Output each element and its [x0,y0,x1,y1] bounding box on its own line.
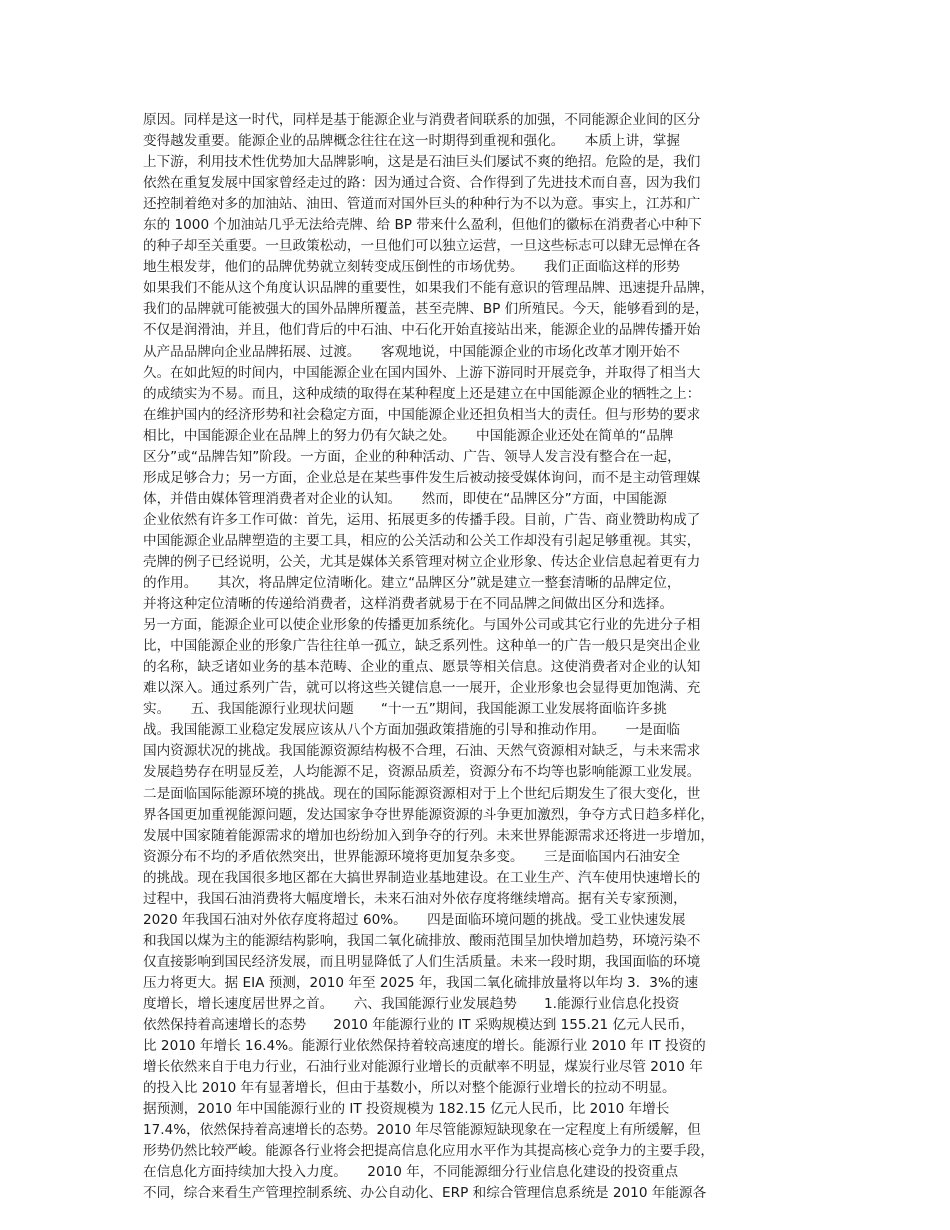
text-line: 变得越发重要。能源企业的品牌概念往往在这一时期得到重视和强化。 本质上讲，掌握 [143,133,680,150]
text-line: 体，并借由媒体管理消费者对企业的认知。 然而，即使在“品牌区分”方面，中国能源 [143,490,667,507]
text-line: 上下游，利用技术性优势加大品牌影响，这是是石油巨头们屡试不爽的绝招。危险的是，我们 [143,154,701,171]
body-text [143,110,813,1204]
text-line: 形势仍然比较严峻。能源各行业将会把提高信息化应用水平作为其提高核心竞争力的主要手段， [143,1143,714,1160]
text-line: 的挑战。现在我国很多地区都在大搞世界制造业基地建设。在工业生产、汽车使用快速增长的 [143,869,701,886]
text-line: 的种子却至关重要。一旦政策松动，一旦他们可以独立运营，一旦这些标志可以肆无忌惮在各 [143,238,701,255]
text-line: 如果我们不能从这个角度认识品牌的重要性，如果我们不能有意识的管理品牌、迅速提升品牌， [143,280,714,297]
text-line: 久。在如此短的时间内，中国能源企业在国内国外、上游下游同时开展竞争，并取得了相当大 [143,364,701,381]
text-line: 国内资源状况的挑战。我国能源资源结构极不合理，石油、天然气资源相对缺乏，与未来需求 [143,743,701,760]
text-line: 和我国以煤为主的能源结构影响，我国二氧化硫排放、酸雨范围呈加快增加趋势，环境污染不 [143,932,701,949]
text-line: 依然保持着高速增长的态势 2010 年能源行业的 IT 采购规模达到 155.21 亿元人民币， [143,1017,695,1034]
text-line: 在信息化方面持续加大投入力度。 2010 年，不同能源细分行业信息化建设的投资重点 [143,1164,679,1181]
text-line: 度增长，增长速度居世界之首。 六、我国能源行业发展趋势 1.能源行业信息化投资 [143,995,680,1012]
text-line: 我们的品牌就可能被强大的国外品牌所覆盖，甚至壳牌、BP 们所殖民。今天，能够看到的是， [143,301,709,318]
text-line: 比，中国能源企业的形象广告往往单一孤立，缺乏系列性。这种单一的广告一般只是突出企业 [143,638,701,655]
text-line: 并将这种定位清晰的传递给消费者，这样消费者就易于在不同品牌之间做出区分和选择。 [143,596,674,613]
text-line: 的作用。 其次，将品牌定位清晰化。建立“品牌区分”就是建立一整套清晰的品牌定位， [143,575,681,592]
text-line: 发展趋势存在明显反差，人均能源不足，资源品质差，资源分布不均等也影响能源工业发展。 [143,764,701,781]
text-line: 中国能源企业品牌塑造的主要工具，相应的公关活动和公关工作却没有引起足够重视。其实， [143,532,701,549]
text-line: 二是面临国际能源环境的挑战。现在的国际能源资源相对于上个世纪后期发生了很大变化，世 [143,785,701,802]
text-line: 不仅是润滑油，并且，他们背后的中石油、中石化开始直接站出来，能源企业的品牌传播开始 [143,322,701,339]
text-line: 企业依然有许多工作可做：首先，运用、拓展更多的传播手段。目前，广告、商业赞助构成了 [143,511,701,528]
text-line: 资源分布不均的矛盾依然突出，世界能源环境将更加复杂多变。 三是面临国内石油安全 [143,848,680,865]
text-line: 原因。同样是这一时代，同样是基于能源企业与消费者间联系的加强，不同能源企业间的区分 [143,112,701,128]
text-line: 另一方面，能源企业可以使企业形象的传播更加系统化。与国外公司或其它行业的先进分子相 [143,617,701,634]
text-line: 据预测，2010 年中国能源行业的 IT 投资规模为 182.15 亿元人民币，比 2010 年增长 [143,1101,670,1118]
text-line: 压力将更大。据 EIA 预测，2010 年至 2025 年，我国二氧化硫排放量将以年均 3．3%的速 [143,974,699,991]
text-line: 过程中，我国石油消费将大幅度增长，未来石油对外依存度将继续增高。据有关专家预测， [143,890,687,907]
text-line: 界各国更加重视能源问题，发达国家争夺世界能源资源的斗争更加激烈，争夺方式日趋多样化， [143,806,714,823]
text-line: 区分”或“品牌告知”阶段。一方面，企业的种种活动、广告、领导人发言没有整合在一起， [143,448,681,465]
text-line: 难以深入。通过系列广告，就可以将这些关键信息一一展开，企业形象也会显得更加饱满、充 [143,680,701,697]
text-line: 2020 年我国石油对外依存度将超过 60%。 四是面临环境问题的挑战。受工业快速发展 [143,911,686,928]
text-line: 在维护国内的经济形势和社会稳定方面，中国能源企业还担负相当大的责任。但与形势的要求 [143,406,701,423]
text-line: 增长依然来自于电力行业，石油行业对能源行业增长的贡献率不明显，煤炭行业尽管 2010 年 [143,1059,703,1076]
text-line: 形成足够合力；另一方面，企业总是在某些事件发生后被动接受媒体询问，而不是主动管理媒 [143,469,701,486]
text-line: 壳牌的例子已经说明，公关，尤其是媒体关系管理对树立企业形象、传达企业信息起着更有力 [143,553,701,570]
text-line: 仅直接影响到国民经济发展，而且明显降低了人们生活质量。未来一段时期，我国面临的环境 [143,953,701,970]
text-line: 的名称，缺乏诸如业务的基本范畴、企业的重点、愿景等相关信息。这使消费者对企业的认知 [143,659,701,676]
text-line: 依然在重复发展中国家曾经走过的路：因为通过合资、合作得到了先进技术而自喜，因为我们 [143,175,701,192]
text-line: 战。我国能源工业稳定发展应该从八个方面加强政策措施的引导和推动作用。 一是面临 [143,722,680,739]
text-line: 发展中国家随着能源需求的增加也纷纷加入到争夺的行列。未来世界能源需求还将进一步增加， [143,827,714,844]
text-line: 实。 五、我国能源行业现状问题 “十一五”期间，我国能源工业发展将面临许多挑 [143,701,667,718]
text-line: 17.4%，依然保持着高速增长的态势。2010 年尽管能源短缺现象在一定程度上有所缓解，但 [143,1122,701,1139]
text-line: 从产品品牌向企业品牌拓展、过渡。 客观地说，中国能源企业的市场化改革才刚开始不 [143,343,680,360]
text-line: 的投入比 2010 年有显著增长，但由于基数小，所以对整个能源行业增长的拉动不明显。 [143,1080,676,1097]
text-line: 的成绩实为不易。而且，这种成绩的取得在某种程度上还是建立在中国能源企业的牺牲之上： [143,385,701,402]
text-line: 还控制着绝对多的加油站、油田、管道而对国外巨头的种种行为不以为意。事实上，江苏和广 [143,196,701,213]
text-line: 相比，中国能源企业在品牌上的努力仍有欠缺之处。 中国能源企业还处在简单的“品牌 [143,427,674,444]
text-line: 地生根发芽，他们的品牌优势就立刻转变成压倒性的市场优势。 我们正面临这样的形势 [143,259,680,276]
text-line: 东的 1000 个加油站几乎无法给壳牌、给 BP 带来什么盈利，但他们的徽标在消费者心中种下 [143,217,702,234]
text-line: 不同，综合来看生产管理控制系统、办公自动化、ERP 和综合管理信息系统是 2010 年能源各 [143,1185,707,1202]
text-line: 比 2010 年增长 16.4%。能源行业依然保持着较高速度的增长。能源行业 2010 年 IT 投资的 [143,1038,706,1055]
